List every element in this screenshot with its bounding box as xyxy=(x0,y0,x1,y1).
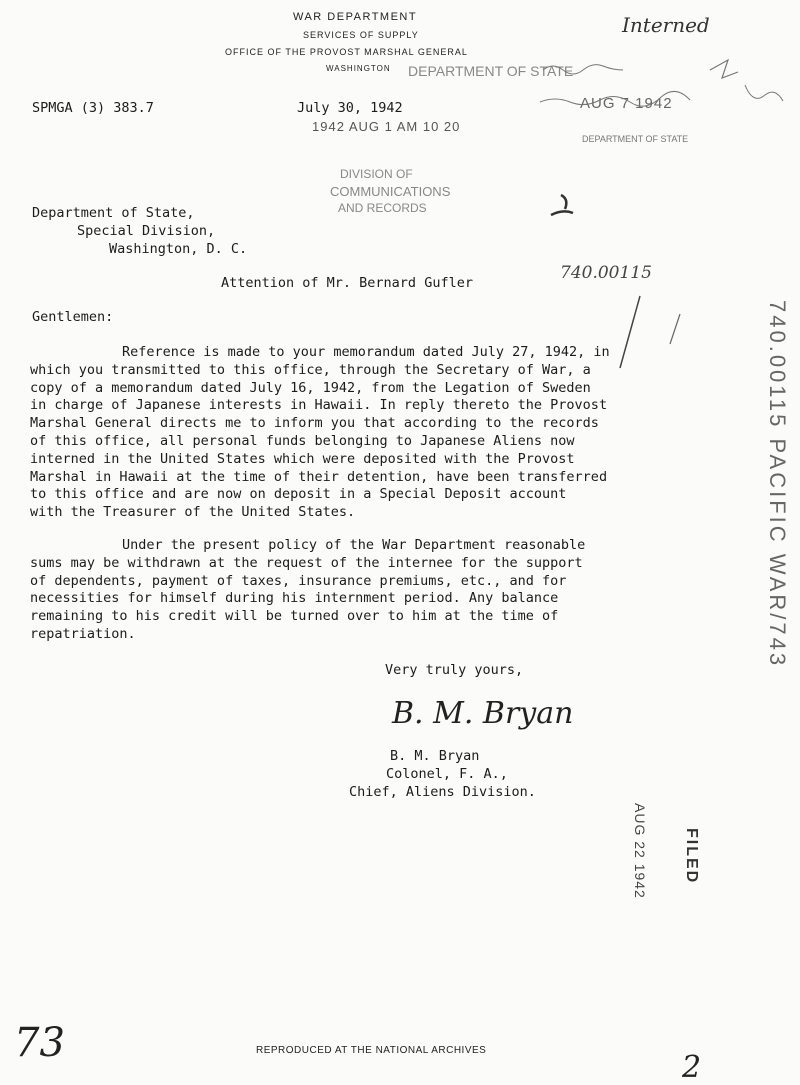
received-date-stamp: 1942 AUG 1 AM 10 20 xyxy=(312,119,461,134)
letterhead-department: WAR DEPARTMENT xyxy=(293,11,418,23)
paragraph-1-line: of this office, all personal funds belonging to Japanese Aliens now xyxy=(30,432,575,449)
division-stamp-line1: DIVISION OF xyxy=(340,167,413,181)
handwritten-interned: Interned xyxy=(622,13,710,37)
letter-date: July 30, 1942 xyxy=(297,100,403,116)
paragraph-2-line: remaining to his credit will be turned over to him at the time of xyxy=(30,608,559,625)
paragraph-1-line: Marshal in Hawaii at the time of their detention, have been transferred xyxy=(30,468,608,485)
margin-file-number: 740.00115 PACIFIC WAR/743 xyxy=(765,300,790,669)
handwritten-file-number: 740.00115 xyxy=(560,263,652,283)
paragraph-1-line: Marshal General directs me to inform you that according to the records xyxy=(30,415,599,432)
paragraph-2 xyxy=(30,537,585,644)
archives-footer: REPRODUCED AT THE NATIONAL ARCHIVES xyxy=(256,1045,487,1056)
salutation: Gentlemen: xyxy=(32,309,114,325)
filed-stamp: FILED xyxy=(683,828,700,885)
paragraph-1 xyxy=(30,344,610,522)
signature: B. M. Bryan xyxy=(392,696,574,731)
letterhead-office: OFFICE OF THE PROVOST MARSHAL GENERAL xyxy=(225,47,468,57)
letterhead-services: SERVICES OF SUPPLY xyxy=(303,30,419,40)
handwritten-scribbles xyxy=(535,30,795,150)
paragraph-2-line: of dependents, payment of taxes, insurance premiums, etc., and for xyxy=(30,572,567,589)
paragraph-1-line: copy of a memorandum dated July 16, 1942, from the Legation of Sweden xyxy=(30,379,591,396)
handwritten-check-mark xyxy=(545,185,585,225)
paragraph-2-line: sums may be withdrawn at the request of the internee for the support xyxy=(30,554,583,571)
addressee-line2: Special Division, xyxy=(77,223,216,239)
paragraph-2-line: Under the present policy of the War Department reasonable xyxy=(122,537,586,553)
handwritten-corner-mark: 2 xyxy=(682,1050,702,1085)
paragraph-1-line: with the Treasurer of the United States. xyxy=(30,504,356,521)
paragraph-1-line: to this office and are now on deposit in a Special Deposit account xyxy=(30,486,567,503)
division-stamp-line2: COMMUNICATIONS xyxy=(330,184,451,199)
attention-line: Attention of Mr. Bernard Gufler xyxy=(221,275,473,291)
paragraph-1-line: which you transmitted to this office, through the Secretary of War, a xyxy=(30,361,591,378)
division-stamp-line3: AND RECORDS xyxy=(338,201,427,215)
dept-state-stamp: DEPARTMENT OF STATE xyxy=(582,134,689,144)
addressee-line1: Department of State, xyxy=(32,205,195,221)
signer-name: B. M. Bryan xyxy=(390,748,480,764)
signer-title: Colonel, F. A., xyxy=(386,766,508,782)
signer-division: Chief, Aliens Division. xyxy=(349,784,536,800)
file-reference: SPMGA (3) 383.7 xyxy=(32,100,154,116)
addressee-line3: Washington, D. C. xyxy=(109,241,248,257)
paragraph-2-line: repatriation. xyxy=(30,625,136,642)
paragraph-1-line: Reference is made to your memorandum dated July 27, 1942, in xyxy=(122,344,610,360)
handwritten-page-mark: 73 xyxy=(14,1020,65,1066)
closing: Very truly yours, xyxy=(385,662,524,678)
received-stamp: DEPARTMENT OF STATE xyxy=(408,63,574,79)
paragraph-1-line: interned in the United States which were deposited with the Provost xyxy=(30,450,575,467)
filed-date-stamp: AUG 22 1942 xyxy=(632,803,648,899)
aug-stamp: AUG 7 1942 xyxy=(580,95,673,112)
letterhead-city: WASHINGTON xyxy=(326,64,391,73)
paragraph-2-line: necessities for himself during his internment period. Any balance xyxy=(30,590,559,607)
paragraph-1-line: in charge of Japanese interests in Hawaii. In reply thereto the Provost xyxy=(30,397,608,414)
